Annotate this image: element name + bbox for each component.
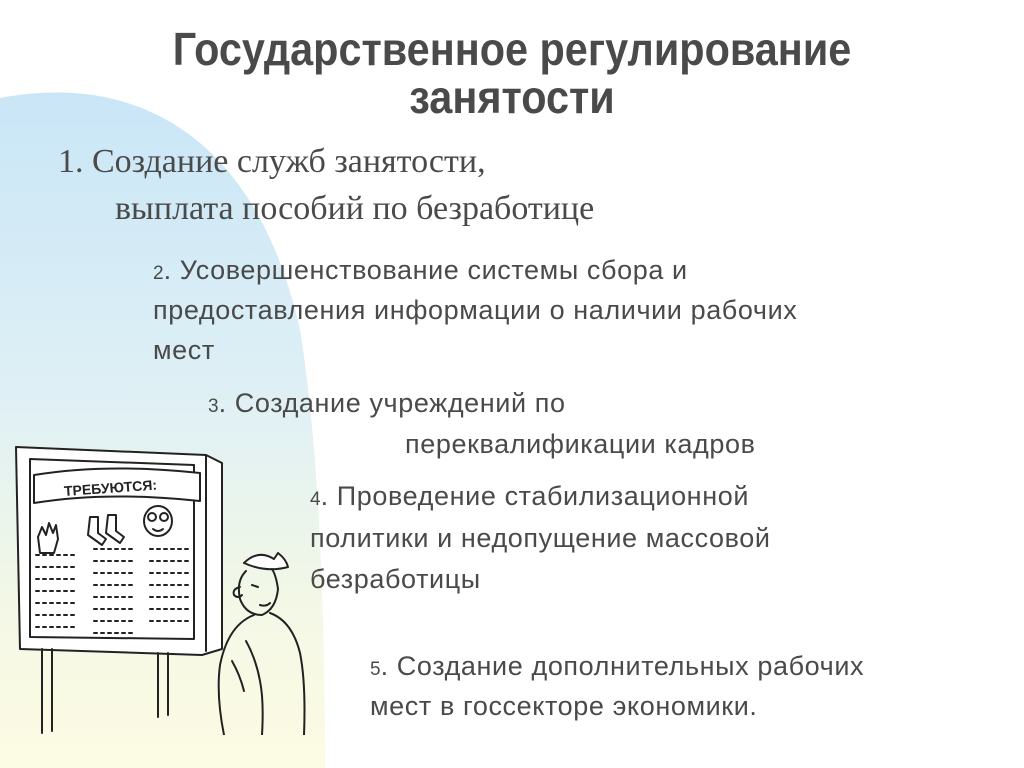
item-3-line-1: [208, 383, 566, 427]
item-5-line-2: мест в госсекторе экономики.: [370, 691, 758, 721]
item-3-number: 3: [208, 396, 219, 417]
job-board-cartoon-icon: [8, 445, 308, 735]
item-3-text-1: . Создание учреждений по: [218, 388, 566, 418]
item-1-line-2: выплата пособий по безработице: [115, 190, 595, 227]
item-2-text-1: . Усовершенствование системы сбора и: [163, 255, 688, 285]
item-4-line-3: безработицы: [310, 564, 481, 594]
board-heading: ТРЕБУЮТСЯ:: [63, 476, 158, 500]
item-4-line-1: [310, 476, 749, 520]
item-1-line-1: 1. Создание служб занятости,: [58, 143, 486, 180]
item-2-line-1: [153, 250, 688, 294]
item-5-number: 5: [370, 659, 381, 680]
item-2-line-3: мест: [153, 335, 215, 365]
item-5-text-1: . Создание дополнительных рабочих: [380, 651, 865, 681]
item-2-number: 2: [153, 263, 164, 284]
slide-title-line-2: занятости: [409, 71, 615, 123]
item-4-text-1: . Проведение стабилизационной: [320, 481, 750, 511]
item-2-line-2: предоставления информации о наличии рабочих: [153, 295, 798, 325]
item-3-line-2: переквалификации кадров: [405, 429, 756, 459]
item-4-number: 4: [310, 489, 321, 510]
item-5-line-1: [370, 646, 864, 690]
slide-title-line-1: Государственное регулирование: [172, 23, 852, 75]
item-4-line-2: политики и недопущение массовой: [310, 523, 771, 553]
